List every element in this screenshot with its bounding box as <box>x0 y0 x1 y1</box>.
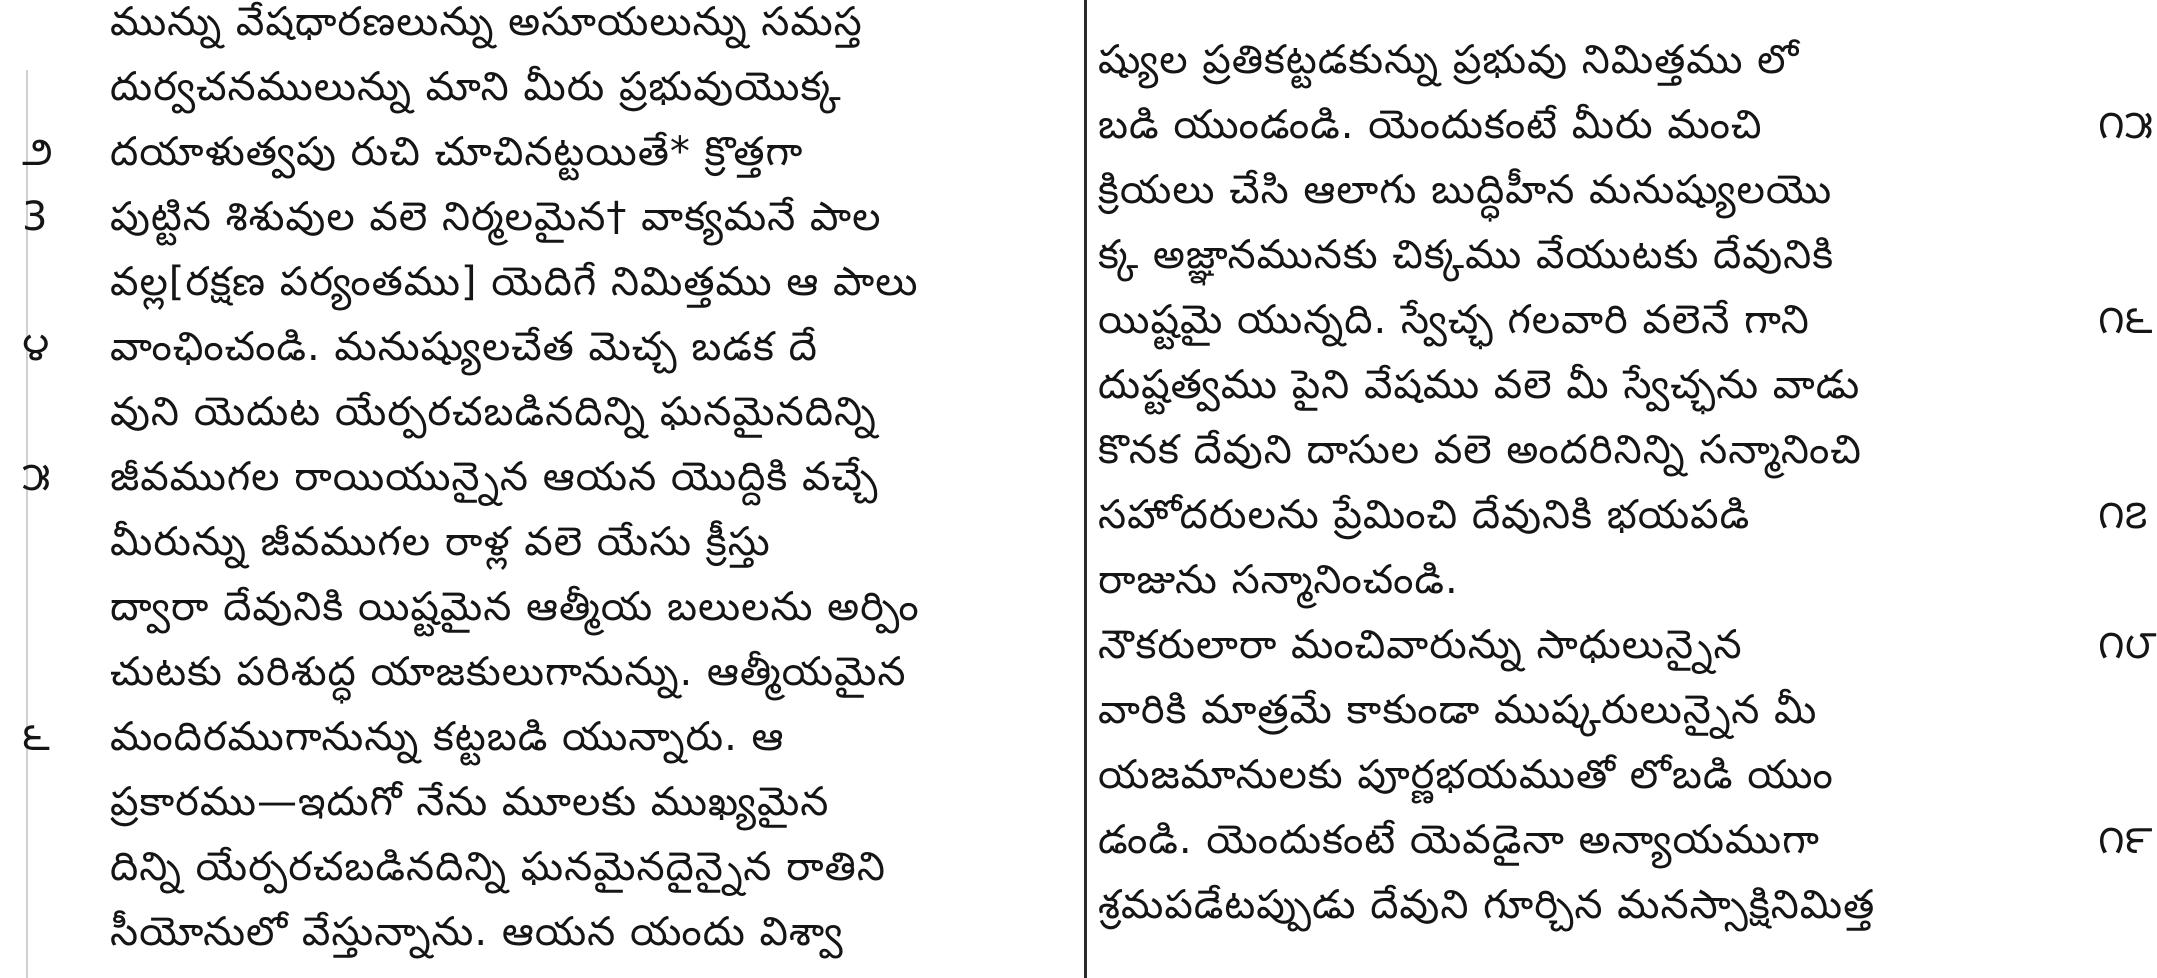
text-line: మీరున్ను జీవముగల రాళ్ల వలె యేసు క్రీస్తు <box>110 519 771 565</box>
text-line: పుట్టిన శిశువుల వలె నిర్మలమైన† వాక్యమనే పాల <box>110 194 882 240</box>
text-line: ష్యుల ప్రతికట్టడకున్ను ప్రభువు నిమిత్తము లో <box>1098 37 1800 83</box>
text-line: వాంఛించండి. మనుష్యులచేత మెచ్చ బడక దే <box>110 324 818 370</box>
text-line: నౌకరులారా మంచివారున్ను సాధులున్నైన <box>1098 622 1743 668</box>
text-line: మందిరముగానున్ను కట్టబడి యున్నారు. ఆ <box>110 714 785 760</box>
verse-number: 3 <box>22 194 48 240</box>
verse-number: ౧౫ <box>2098 102 2154 148</box>
text-line: సీయోనులో వేస్తున్నాను. ఆయన యందు విశ్వా <box>110 909 844 955</box>
text-line: క్క అజ్ఞానమునకు చిక్కము వేయుటకు దేవునికి <box>1098 232 1835 278</box>
text-line: దయాళుత్వపు రుచి చూచినట్టయితే* క్రొత్తగా <box>110 129 804 175</box>
text-line: దుర్వచనములున్ను మాని మీరు ప్రభువుయొక్క <box>110 64 842 110</box>
text-line: చుటకు పరిశుద్ధ యాజకులుగానున్ను. ఆత్మీయమైన <box>110 649 907 695</box>
text-line: సహోదరులను ప్రేమించి దేవునికి భయపడి <box>1098 492 1751 538</box>
text-line: బడి యుండండి. యెందుకంటే మీరు మంచి <box>1098 102 1763 148</box>
verse-number: ౪ <box>22 324 50 370</box>
verse-number: ౫ <box>22 454 51 500</box>
verse-number: ౧౬ <box>2098 297 2153 343</box>
text-line: వుని యెదుట యేర్పరచబడినదిన్ని ఘనమైనదిన్ని <box>110 389 877 435</box>
text-line: రాజును సన్మానించండి. <box>1098 557 1459 603</box>
verse-number: ౧౯ <box>2098 817 2153 863</box>
text-line: వారికి మాత్రమే కాకుండా ముష్కరులున్నైన మీ <box>1098 687 1818 733</box>
text-line: ప్రకారము—ఇదుగో నేను మూలకు ముఖ్యమైన <box>110 779 830 825</box>
text-line: జీవముగల రాయియున్నైన ఆయన యొద్దికి వచ్చే <box>110 454 879 500</box>
text-line: యజమానులకు పూర్ణభయముతో లోబడి యుం <box>1098 752 1834 798</box>
text-line: యిష్టమై యున్నది. స్వేచ్ఛ గలవారి వలెనే గాని <box>1098 297 1810 343</box>
verse-number: ౨ <box>22 129 53 175</box>
text-line: శ్రమపడేటప్పుడు దేవుని గూర్చిన మనస్సాక్షినిమిత్త <box>1098 882 1876 928</box>
column-divider <box>1084 0 1087 978</box>
text-line: మున్ను వేషధారణలున్ను అసూయలున్ను సమస్త <box>110 0 863 45</box>
text-line: డండి. యెందుకంటే యెవడైనా అన్యాయముగా <box>1098 817 1820 863</box>
verse-number: ౬ <box>22 714 50 760</box>
text-line: కొనక దేవుని దాసుల వలె అందరినిన్ని సన్మానించి <box>1098 427 1862 473</box>
verse-number: ౧౮ <box>2098 622 2157 668</box>
text-line: వల్ల[రక్షణ పర్యంతము] యెదిగే నిమిత్తము ఆ పాలు <box>110 259 919 305</box>
verse-number: ౧౭ <box>2098 492 2148 538</box>
text-line: ద్వారా దేవునికి యిష్టమైన ఆత్మీయ బలులను అర్పిం <box>110 584 920 630</box>
text-line: దుష్టత్వము పైని వేషము వలె మీ స్వేచ్ఛను వాడు <box>1098 362 1861 408</box>
text-line: దిన్ని యేర్పరచబడినదిన్ని ఘనమైనదైన్నైన రాతిని <box>110 844 886 890</box>
text-line: క్రియలు చేసి ఆలాగు బుద్ధిహీన మనుష్యులయొ <box>1098 167 1833 213</box>
